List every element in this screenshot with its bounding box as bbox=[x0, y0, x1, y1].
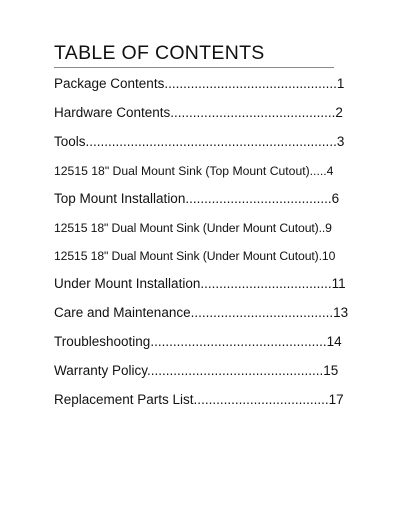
toc-entry-tools: Tools...................................................................3 bbox=[54, 134, 345, 149]
toc-entry-top-mount-cutout: 12515 18" Dual Mount Sink (Top Mount Cutout).....4 bbox=[54, 164, 334, 178]
toc-entry-hardware-contents: Hardware Contents............................................2 bbox=[54, 105, 343, 120]
toc-entry-under-mount-cutout-2: 12515 18" Dual Mount Sink (Under Mount Cutout).10 bbox=[54, 249, 336, 263]
toc-entry-under-mount-installation: Under Mount Installation...................................11 bbox=[54, 276, 346, 291]
toc-entry-troubleshooting: Troubleshooting...............................................14 bbox=[54, 334, 342, 349]
toc-entry-top-mount-installation: Top Mount Installation.......................................6 bbox=[54, 191, 340, 206]
toc-entry-care-and-maintenance: Care and Maintenance......................................13 bbox=[54, 305, 349, 320]
toc-entry-warranty-policy: Warranty Policy...............................................15 bbox=[54, 363, 339, 378]
toc-entry-under-mount-cutout-1: 12515 18" Dual Mount Sink (Under Mount Cutout)..9 bbox=[54, 221, 332, 235]
page-title: TABLE OF CONTENTS bbox=[54, 42, 265, 64]
toc-entry-package-contents: Package Contents..............................................1 bbox=[54, 76, 345, 91]
toc-entry-replacement-parts-list: Replacement Parts List....................................17 bbox=[54, 392, 344, 407]
